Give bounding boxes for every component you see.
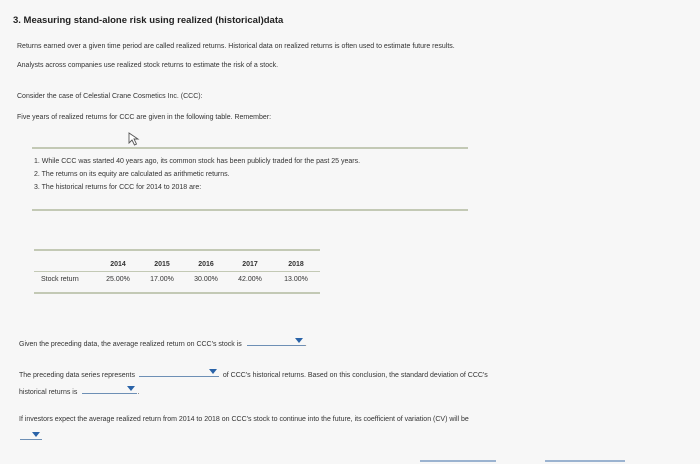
chevron-down-icon <box>209 369 217 374</box>
chevron-down-icon <box>32 432 40 437</box>
average-return-dropdown[interactable] <box>247 336 305 346</box>
return-cell: 13.00% <box>284 275 308 283</box>
consider-text: Consider the case of Celestial Crane Cosmetics Inc. (CCC): <box>17 93 203 100</box>
year-header: 2018 <box>288 260 304 268</box>
q1-suffix: . <box>304 341 307 348</box>
footer-rule-left <box>420 460 496 462</box>
table-bottom-rule <box>34 292 320 294</box>
question-std-dev <box>19 384 139 396</box>
intro-line-2: Analysts across companies use realized stock returns to estimate the risk of a stock. <box>17 62 279 69</box>
question-data-series <box>19 367 488 379</box>
cv-dropdown[interactable] <box>20 430 42 440</box>
data-series-dropdown[interactable] <box>139 367 219 377</box>
notes-bottom-rule <box>32 209 468 211</box>
q2-suffix: of CCC's historical returns. Based on this conclusion, the standard deviation of CCC's <box>222 372 488 379</box>
return-cell: 42.00% <box>238 275 262 283</box>
q2-end: . <box>137 389 140 396</box>
std-dev-dropdown[interactable] <box>82 384 140 396</box>
chevron-down-icon <box>295 338 303 343</box>
year-header: 2017 <box>242 260 258 268</box>
return-cell: 30.00% <box>194 275 218 283</box>
row-label: Stock return <box>41 275 79 283</box>
footer-rule-right <box>545 460 625 462</box>
note-item: 2. The returns on its equity are calculated as arithmetic returns. <box>34 171 230 178</box>
table-top-rule <box>34 249 320 251</box>
year-header: 2015 <box>154 260 170 268</box>
note-item: 3. The historical returns for CCC for 2014 to 2018 are: <box>34 184 202 191</box>
notes-top-rule <box>32 147 468 149</box>
q1-text: Given the preceding data, the average realized return on CCC's stock is <box>19 341 242 348</box>
chevron-down-icon <box>127 386 135 391</box>
notes-list <box>34 158 464 197</box>
return-cell: 17.00% <box>150 275 174 283</box>
q2-prefix: The preceding data series represents <box>19 372 135 379</box>
table-header-row <box>34 257 320 272</box>
table-row <box>34 272 320 287</box>
question-average-return <box>19 336 307 348</box>
year-header: 2016 <box>198 260 214 268</box>
q2-line2: historical returns is <box>19 389 78 396</box>
five-years-text: Five years of realized returns for CCC are given in the following table. Remember: <box>17 114 272 121</box>
note-item: 1. While CCC was started 40 years ago, its common stock has been publicly traded for the past 25 years. <box>34 158 361 165</box>
year-header: 2014 <box>110 260 126 268</box>
question-cv: If investors expect the average realized return from 2014 to 2018 on CCC's stock to continue into the future, its coefficient of variation (CV) will be <box>19 416 469 423</box>
return-cell: 25.00% <box>106 275 130 283</box>
intro-line-1: Returns earned over a given time period are called realized returns. Historical data on realized returns is often used to estimate future results. <box>17 43 455 50</box>
mouse-cursor-icon <box>128 132 142 146</box>
question-title: 3. Measuring stand-alone risk using realized (historical)data <box>13 15 284 26</box>
returns-table <box>34 257 320 286</box>
